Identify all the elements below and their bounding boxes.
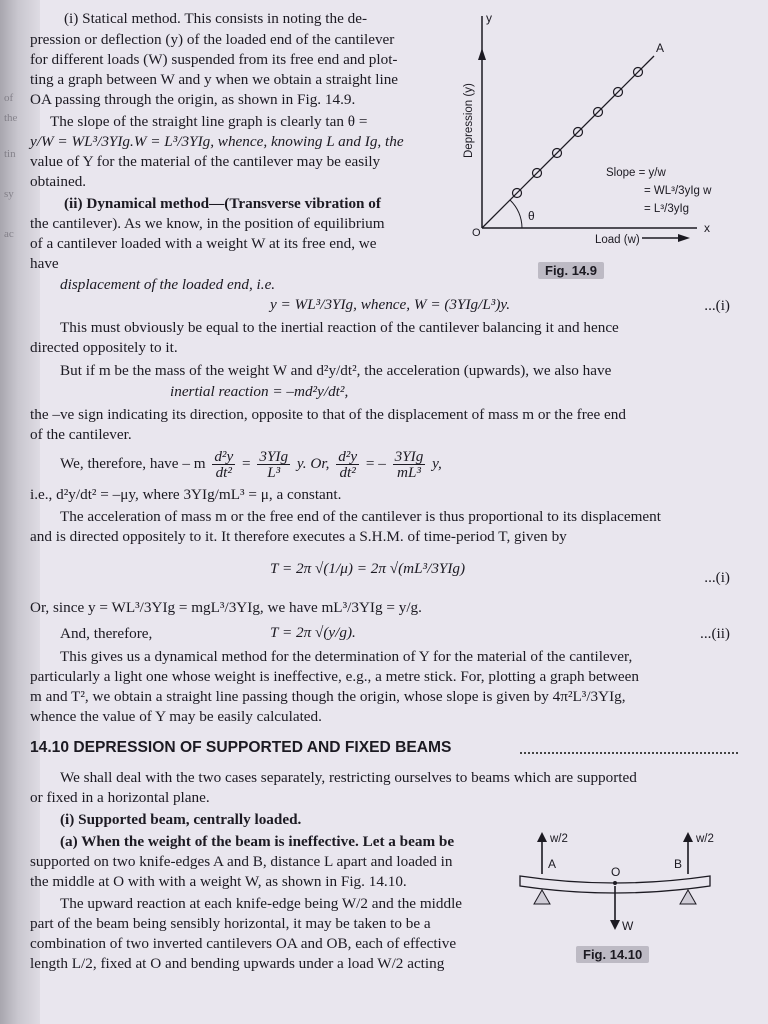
text-line: of a cantilever loaded with a weight W at its free end, we — [30, 235, 377, 252]
slope-text-1: Slope = y/w — [606, 167, 666, 179]
bleed-text: of — [4, 92, 14, 104]
text-line: the middle at O with with a weight W, as shown in Fig. 14.10. — [30, 873, 407, 890]
fraction — [393, 449, 426, 480]
label-a: A — [548, 857, 557, 871]
text-line: y/W = WL³/3YIg.W = L³/3YIg, whence, knowing L and Ig, the — [30, 133, 404, 150]
label-b: B — [674, 857, 683, 871]
text-line: for different loads (W) suspended from its free end and plot- — [30, 51, 398, 68]
y-axis-letter: y — [486, 11, 492, 25]
equation: inertial reaction = –md²y/dt², — [170, 383, 349, 400]
equation-number: ...(i) — [704, 569, 730, 586]
equation-number: ...(i) — [704, 297, 730, 314]
numerator: d²y — [338, 448, 358, 466]
force-label-a: w/2 — [550, 833, 568, 845]
text-line: This gives us a dynamical method for the determination of Y for the material of the cantilever, — [60, 648, 633, 665]
text-line: or fixed in a horizontal plane. — [30, 789, 210, 806]
label-o: O — [611, 865, 621, 879]
bleed-text: the — [4, 112, 18, 124]
numerator: 3YIg — [259, 448, 289, 466]
text-line: directed oppositely to it. — [30, 339, 178, 356]
knife-edge-b-icon — [680, 890, 696, 904]
knife-edge-a-icon — [534, 890, 550, 904]
text-line: pression or deflection (y) of the loaded end of the cantilever — [30, 31, 395, 48]
section-heading: 14.10 DEPRESSION OF SUPPORTED AND FIXED BEAMS — [30, 739, 452, 756]
fraction — [336, 449, 359, 480]
equals-sign: = — [242, 455, 251, 472]
eq-prefix: We, therefore, have – m — [60, 455, 206, 472]
text-line: whence the value of Y may be easily calculated. — [30, 708, 322, 725]
text-line: ting a graph between W and y when we obtain a straight line — [30, 71, 399, 88]
text-line: We shall deal with the two cases separately, restricting ourselves to beams which are supported — [60, 769, 637, 786]
figure-14-9 — [442, 8, 732, 278]
text-line: i.e., d²y/dt² = –μy, where 3YIg/mL³ = μ, a constant. — [30, 486, 342, 503]
denominator: dt² — [215, 464, 232, 482]
bleed-text: ac — [4, 228, 14, 240]
text-line: the cantilever). As we know, in the position of equilibrium — [30, 215, 385, 232]
x-axis-letter: x — [704, 221, 710, 235]
text-line: supported on two knife-edges A and B, distance L apart and loaded in — [30, 853, 453, 870]
load-point — [613, 881, 617, 885]
figure-14-10-caption: Fig. 14.10 — [576, 946, 649, 963]
text-line: But if m be the mass of the weight W and d²y/dt², the acceleration (upwards), we also have — [60, 362, 612, 379]
equation-number: ...(ii) — [700, 625, 730, 642]
bleed-text: sy — [4, 188, 14, 200]
text-line: value of Y for the material of the cantilever may be easily — [30, 153, 381, 170]
denominator: L³ — [267, 464, 281, 482]
denominator: mL³ — [397, 464, 421, 482]
denominator: dt² — [339, 464, 356, 482]
text-line: This must obviously be equal to the inertial reaction of the cantilever balancing it and hence — [60, 319, 619, 336]
text-line: The upward reaction at each knife-edge being W/2 and the middle — [60, 895, 463, 912]
text-line: Or, since y = WL³/3YIg = mgL³/3YIg, we have mL³/3YIg = y/g. — [30, 599, 422, 616]
equation: y = WL³/3YIg, whence, W = (3YIg/L³)y. — [270, 296, 511, 313]
text-line: (i) Statical method. This consists in noting the de- — [64, 10, 368, 27]
text-line: obtained. — [30, 173, 87, 190]
text-line: The acceleration of mass m or the free end of the cantilever is thus proportional to its displacement — [60, 508, 661, 525]
depression-axis-label: Depression (y) — [463, 83, 475, 158]
equation: T = 2π √(y/g). — [270, 624, 356, 641]
load-axis-label: Load (w) — [595, 234, 640, 246]
fraction — [257, 449, 290, 480]
text-line: (a) When the weight of the beam is ineffective. Let a beam be — [60, 833, 455, 850]
equals-sign: = – — [365, 455, 386, 472]
angle-arc — [510, 200, 522, 228]
text-line: of the cantilever. — [30, 426, 132, 443]
text-line: the –ve sign indicating its direction, opposite to that of the displacement of mass m or the free end — [30, 406, 626, 423]
eq-text: y. Or, — [296, 455, 330, 472]
origin-label: O — [472, 227, 481, 239]
text-line: OA passing through the origin, as shown in Fig. 14.9. — [30, 91, 356, 108]
force-label-b: w/2 — [696, 833, 714, 845]
numerator: 3YIg — [394, 448, 424, 466]
point-a-label: A — [656, 41, 665, 55]
text-line: The slope of the straight line graph is clearly tan θ = — [50, 113, 368, 130]
bleed-text: tin — [4, 148, 16, 160]
text-line: (ii) Dynamical method—(Transverse vibration of — [64, 195, 381, 212]
text-line: and is directed oppositely to it. It therefore executes a S.H.M. of time-period T, given by — [30, 528, 567, 545]
subheading: (i) Supported beam, centrally loaded. — [60, 811, 302, 828]
numerator: d²y — [214, 448, 234, 466]
figure-14-10 — [514, 826, 720, 938]
eq-text: y, — [432, 455, 442, 472]
fraction-equation — [60, 446, 442, 486]
slope-text-2: = WL³/3yIg w — [644, 185, 712, 197]
textbook-page — [30, 0, 730, 1024]
text-line: part of the beam being sensibly horizontal, it may be taken to be a — [30, 915, 431, 932]
y-arrow-icon — [478, 48, 486, 60]
figure-14-9-caption: Fig. 14.9 — [538, 262, 604, 279]
fraction — [212, 449, 235, 480]
arrow-down-icon — [610, 920, 620, 930]
heading-rule — [520, 752, 738, 754]
slope-text-3: = L³/3yIg — [644, 203, 690, 215]
text-line: And, therefore, — [60, 625, 153, 642]
equation: T = 2π √(1/μ) = 2π √(mL³/3YIg) — [270, 560, 466, 577]
text-line: length L/2, fixed at O and bending upwards under a load W/2 acting — [30, 955, 445, 972]
graph-line-oa — [482, 56, 654, 228]
text-line: displacement of the loaded end, i.e. — [60, 276, 276, 293]
arrow-up-icon — [537, 832, 547, 842]
text-line: particularly a light one whose weight is ineffective, e.g., a metre stick. For, plotting a graph between — [30, 668, 639, 685]
theta-label: θ — [528, 209, 535, 223]
x-arrow-icon — [678, 234, 690, 242]
text-line: m and T², we obtain a straight line passing though the origin, whose slope is given by 4π²L³/3YIg, — [30, 688, 626, 705]
arrow-up-icon — [683, 832, 693, 842]
load-label: W — [622, 919, 634, 933]
text-line: combination of two inverted cantilevers OA and OB, each of effective — [30, 935, 457, 952]
text-line: have — [30, 255, 59, 272]
